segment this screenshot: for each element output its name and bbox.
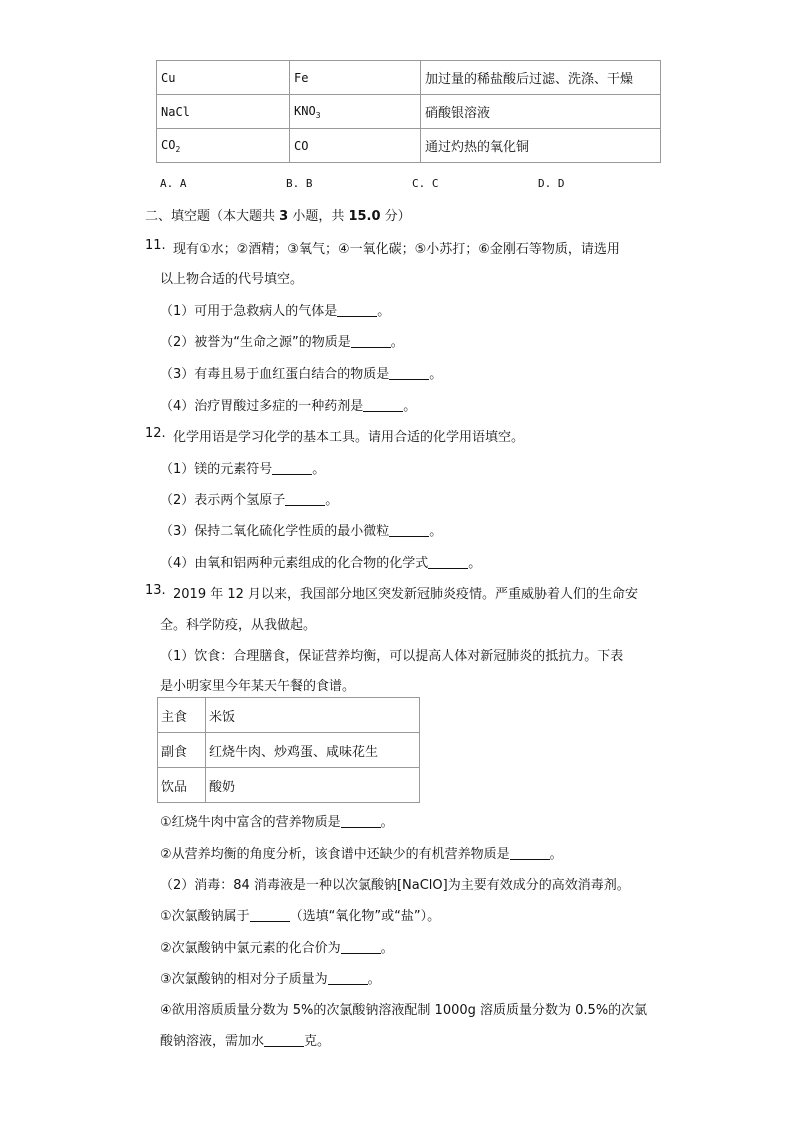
section-prefix: 二、填空题（本大题共 [145,209,280,224]
item-end: 。 [390,335,404,350]
table-cell: 主食 [158,698,206,733]
item-text: （3）有毒且易于血红蛋白结合的物质是 [160,367,390,382]
q11-item-4 [160,395,416,414]
table-row [157,95,661,129]
formula-subscript: 3 [315,110,321,120]
table-cell: CO [290,129,421,163]
item-end: 。 [380,815,394,830]
q13-sub-1 [160,811,394,830]
section-count: 3 [279,209,289,224]
section-score: 15.0 [348,209,381,224]
table-cell: 副食 [158,733,206,768]
table-cell: 红烧牛肉、炒鸡蛋、咸味花生 [206,733,420,768]
q13-disinfect-3 [160,968,381,987]
q12-stem: 化学用语是学习化学的基本工具。请用合适的化学用语填空。 [173,430,525,445]
table-row [158,698,420,733]
answer-blank[interactable] [341,815,381,828]
table-row [157,129,661,163]
item-text: （1）可用于急救病人的气体是 [160,304,338,319]
q11-item-3 [160,363,442,382]
section-suffix: 分） [380,209,411,224]
formula-text: CO [161,137,176,152]
answer-blank[interactable] [341,941,381,954]
section-heading [145,205,411,224]
table-cell: Cu [157,61,290,95]
q13-part1-cont: 是小明家里今年某天午餐的食谱。 [160,679,356,694]
item-end: 。 [403,399,417,414]
q13-stem-cont: 全。科学防疫，从我做起。 [160,618,317,633]
item-text: ③次氯酸钠的相对分子质量为 [160,972,328,987]
q13-stem: 2019 年 12 月以来，我国部分地区突发新冠肺炎疫情。严重威胁着人们的生命安 [173,587,639,602]
table-cell [290,95,421,129]
option-b: B. B [286,177,313,190]
table-cell [157,129,290,163]
table-cell: 酸奶 [206,768,420,803]
answer-blank[interactable] [389,524,429,537]
item-text: ①次氯酸钠属于 [160,909,250,924]
item-end: 。 [429,524,443,539]
q11-item-1 [160,300,390,319]
q13-disinfect-4: ④欲用溶质质量分数为 5%的次氯酸钠溶液配制 1000g 溶质质量分数为 0.5%的次氯 [160,1003,648,1018]
q12-item-1 [160,458,325,477]
table-cell: 通过灼热的氧化铜 [421,129,661,163]
q12-item-2 [160,489,338,508]
item-text: ②次氯酸钠中氯元素的化合价为 [160,941,341,956]
item-end: 。 [325,493,339,508]
item-end: 。 [380,941,394,956]
item-text: （3）保持二氧化硫化学性质的最小微粒 [160,524,390,539]
item-end: 克。 [304,1034,331,1049]
table-cell: 硝酸银溶液 [421,95,661,129]
answer-blank[interactable] [328,972,368,985]
q13-number: 13. [145,583,166,598]
answer-blank[interactable] [272,462,312,475]
item-text: （4）治疗胃酸过多症的一种药剂是 [160,399,364,414]
item-text: （2）表示两个氢原子 [160,493,286,508]
table-cell: 米饭 [206,698,420,733]
answer-blank[interactable] [264,1034,304,1047]
item-text: （2）被誉为“生命之源”的物质是 [160,335,351,350]
item-end: 。 [429,367,443,382]
answer-blank[interactable] [250,909,290,922]
q11-stem-cont: 以上物合适的代号填空。 [160,272,304,287]
table-cell: 加过量的稀盐酸后过滤、洗涤、干燥 [421,61,661,95]
q13-sub-2 [160,843,563,862]
answer-blank[interactable] [510,847,550,860]
table-row [157,61,661,95]
item-end: 。 [312,462,326,477]
q12-number: 12. [145,426,166,441]
q13-disinfect-2 [160,937,394,956]
option-c: C. C [412,177,439,190]
q13-disinfect-4-cont [160,1030,330,1049]
section-mid: 小题，共 [288,209,349,224]
q11-stem: 现有①水；②酒精；③氧气；④一氧化碳；⑤小苏打；⑥金刚石等物质，请选用 [173,242,620,257]
formula-text: KNO [294,103,316,118]
option-d: D. D [538,177,565,190]
item-text-cont: （选填“氧化物”或“盐”）。 [289,909,441,924]
item-text: ②从营养均衡的角度分析，该食谱中还缺少的有机营养物质是 [160,847,510,862]
lunch-menu-table [157,697,420,803]
answer-blank[interactable] [389,367,429,380]
item-text: （4）由氧和铝两种元素组成的化合物的化学式 [160,556,429,571]
item-end: 。 [367,972,381,987]
item-end: 。 [377,304,391,319]
answer-blank[interactable] [363,399,403,412]
formula-subscript: 2 [175,144,181,154]
q12-item-4 [160,552,481,571]
q12-item-3 [160,520,442,539]
q13-part2: （2）消毒：84 消毒液是一种以次氯酸钠[NaClO]为主要有效成分的高效消毒剂。 [160,878,630,893]
option-a: A. A [160,177,187,190]
q11-number: 11. [145,238,166,253]
item-text: （1）镁的元素符号 [160,462,273,477]
item-end: 。 [468,556,482,571]
table-cell: Fe [290,61,421,95]
item-text: 酸钠溶液，需加水 [160,1034,265,1049]
table-row [158,768,420,803]
q13-part1: （1）饮食：合理膳食，保证营养均衡，可以提高人体对新冠肺炎的抵抗力。下表 [160,649,624,664]
table-row [158,733,420,768]
table-cell: NaCl [157,95,290,129]
item-end: 。 [549,847,563,862]
answer-blank[interactable] [428,556,468,569]
answer-blank[interactable] [337,304,377,317]
q11-item-2 [160,331,404,350]
answer-blank[interactable] [285,493,325,506]
table-cell: 饮品 [158,768,206,803]
item-text: ①红烧牛肉中富含的营养物质是 [160,815,341,830]
reagent-table [156,60,661,163]
answer-blank[interactable] [351,335,391,348]
q13-disinfect-1 [160,905,440,924]
